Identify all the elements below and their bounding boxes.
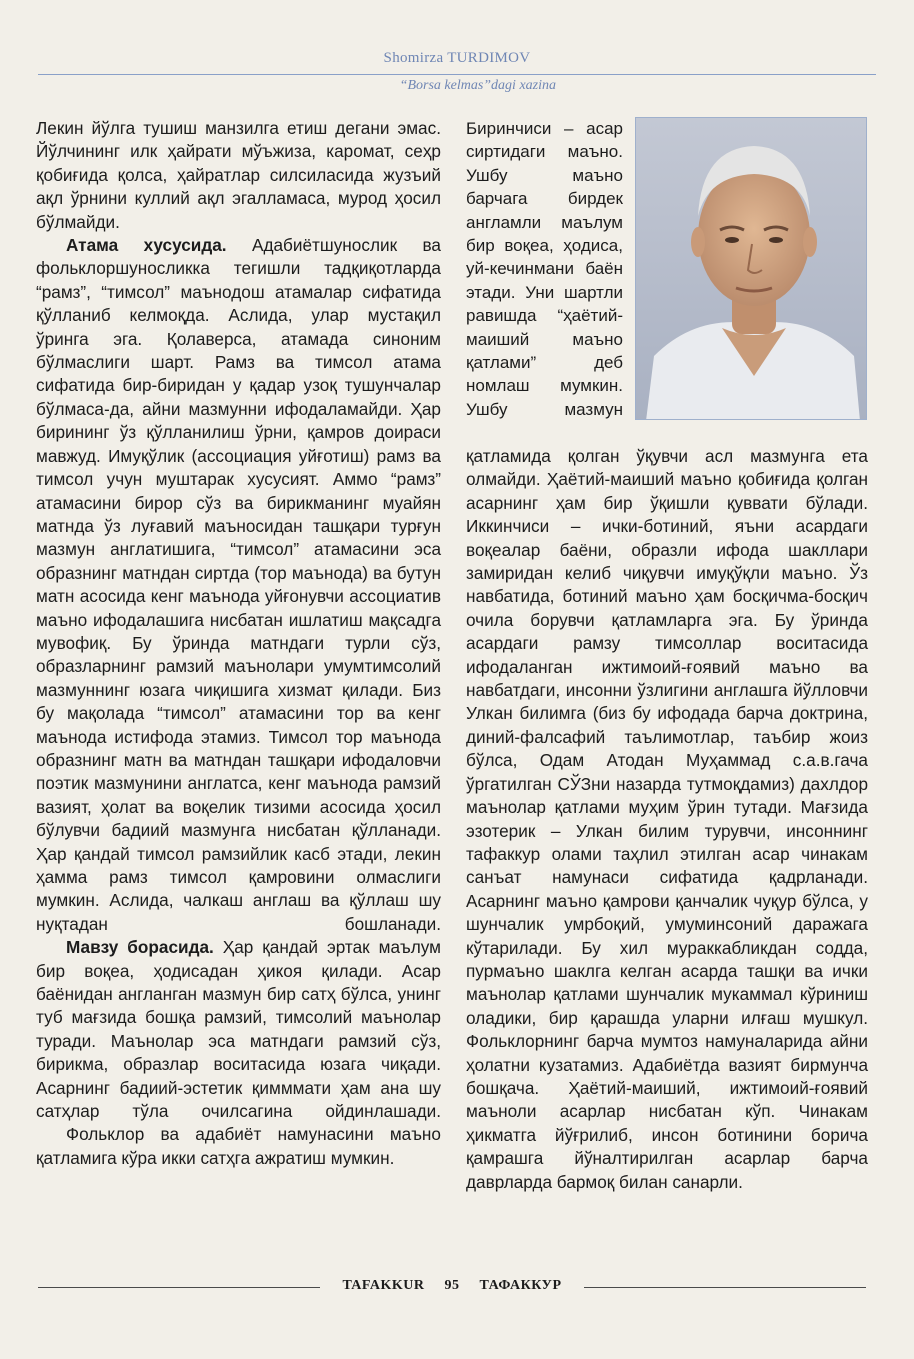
section-heading-theme: Мавзу борасида. [66,937,214,958]
portrait-image [636,118,867,420]
section-heading-term: Атама хусусида. [66,235,227,256]
header-author: Shomirza TURDIMOV [383,50,531,66]
paragraph-intro: Лекин йўлга тушиш манзилга етиш дегани эмас. Йўлчининг илк ҳайрати мўъжиза, каромат, сеҳр қобиғида қолса, ҳайратлар силсиласида жузъий ақл ўрнини куллий ақл эгалламаса, мурод ҳосил бўлмайди. [36,118,441,232]
footer-magazine-cyrillic: ТАФАККУР [479,1278,562,1293]
left-column [36,117,441,1170]
paragraph-first-layer: Биринчиси – асар сиртидаги маъно. Ушбу маъно барчага бирдек англамли маълум бир воқеа, ҳодиса, уй-кечинмани баён этади. Уни шартли равишда “ҳаётий-маиший маъно қатлами” деб номлаш мумкин. Ушбу мазмун [466,119,623,419]
paragraph-theme [36,936,441,1123]
page-number: 95 [444,1278,460,1293]
author-photo [635,117,867,420]
right-column-top [466,117,623,421]
header-rule [38,74,876,75]
paragraph-term [36,234,441,936]
running-header [0,50,914,93]
paragraph-term-body: Адабиётшунослик ва фольклоршуносликка тегишли тадқиқотларда “рамз”, “тимсол” маънодош атамалар сифатида қўлланиб келмоқда. Аслида, улар мустақил ўринга эга. Қолаверса, атамада синоним бўлмаслиги шарт. Рамз ва тимсол атама сифатида бир-биридан у қадар узоқ тушунчалар бўлмаса-да, айни мазмунни ифодаламайди. Ҳар бирининг ўз қўлланилиш ўрни, қамров доираси мавжуд. Имуқўлик (ассоциация уйғотиш) рамз ва тимсол учун муштарак хусусият. Аммо “рамз” атамасини бирор сўз ва бирикманинг муайян матнда ўз луғавий маъносидан ташқари турғун мазмун англатишига, “тимсол” атамасини эса образнинг матндан сиртда (тор маънода) ва бутун матн асосида кенг маънода уйғонувчи ассоциатив маъно ифодалашига нисбатан ишлатиш мақсадга мувофиқ. Бу ўринда матндаги турли сўз, образларнинг рамзий маънолари умумтимсолий мазмуннинг юзага чиқишига хизмат қилади. Биз бу мақолада “тимсол” атамасини тор ва кенг маънода истифода этамиз. Тимсол тор маънода образнинг матн ва матндан ташқари ифодаловчи поэтик мазмунини англатса, кенг маънода рамзий вазият, ҳолат ва воқелик тизими асосида ҳосил бўлувчи бадиий мазмунга нисбатан қўлланади. Ҳар қандай тимсол рамзийлик касб этади, лекин ҳамма рамз тимсол қамровини олмаслиги мумкин. Аслида, чалкаш англаш ва қўллаш шу нуқтадан бошланади. [36,235,441,934]
footer-rule-right [584,1287,866,1288]
footer-center [38,1278,866,1294]
right-column-bottom [466,445,868,1194]
paragraph-theme-body: Ҳар қандай эртак маълум бир воқеа, ҳодисадан ҳикоя қилади. Асар баёнидан англанган мазмун бир сатҳ бўлса, унинг туб мағзида бошқа рамзий, тимсолий маънолар туради. Маънолар эса матндаги рамзий сўз, бирикма, образлар воситасида юзага чиқади. Асарнинг бадиий-эстетик қимммати ҳам ана шу сатҳлар тўла очилсагина ойдинлашади. [36,937,441,1122]
paragraph-layers-continued: қатламида қолган ўқувчи асл мазмунга ета олмайди. Ҳаётий-маиший маъно қобиғида қолган асарнинг ҳам бир ўқишли қуввати бўлади. Иккинчиси – ички-ботиний, яъни асардаги воқеалар баёни, образли ифода шакллари замиридан келиб чиқувчи имуқўқли маъно. Ўз навбатида, ботиний маъно ҳам босқичма-босқич очила борувчи қатламларга эга. Бу ўринда асардаги рамзу тимсоллар воситасида ифодаланган ижтимоий-ғоявий маъно ва навбатдаги, инсонни ўзлигини англашга йўлловчи Улкан билимга (биз бу ифодада барча доктрина, диний-фалсафий таълимотлар, таъбир жоиз бўлса, Одам Атодан Муҳаммад с.а.в.гача ўргатилган СЎЗни назарда тутмоқдамиз) дахлдор маънолар қатлами муҳим ўрин тутади. Мағзида эзотерик – Улкан билим турувчи, инсоннинг тафаккур олами таҳлил этилган асар чинакам санъат намунаси сифатида қадрланади. Асарнинг маъно қамрови қанчалик чуқур бўлса, у шунчалик умрбоқий, умуминсоний даражага кўтарилади. Бу хил мураккабликдан содда, пурмаъно шаклга келган асарда ташқи ва ички маънолар қатлами шунчалик мукаммал кўриниш оладики, бир қарашда уларни илғаш мушкул. Фольклорнинг барча мумтоз намуналарида айни ҳолатни кузатамиз. Адабиётда вазият бирмунча бошқача. Ҳаётий-маиший, ижтимоий-ғоявий маъноли асарлар нисбатан кўп. Чинакам ҳикматга йўғрилиб, инсон ботинини борича қамрашга йўналтирилган асарлар барча даврларда бармоқ билан санарли. [466,446,868,1192]
paragraph-layers: Фольклор ва адабиёт намунасини маъно қатламига кўра икки сатҳга ажратиш мумкин. [36,1124,441,1168]
footer-magazine-latin: TAFAKKUR [342,1278,425,1293]
page-footer [38,1278,866,1298]
header-subtitle: “Borsa kelmas”dagi xazina [399,78,556,93]
